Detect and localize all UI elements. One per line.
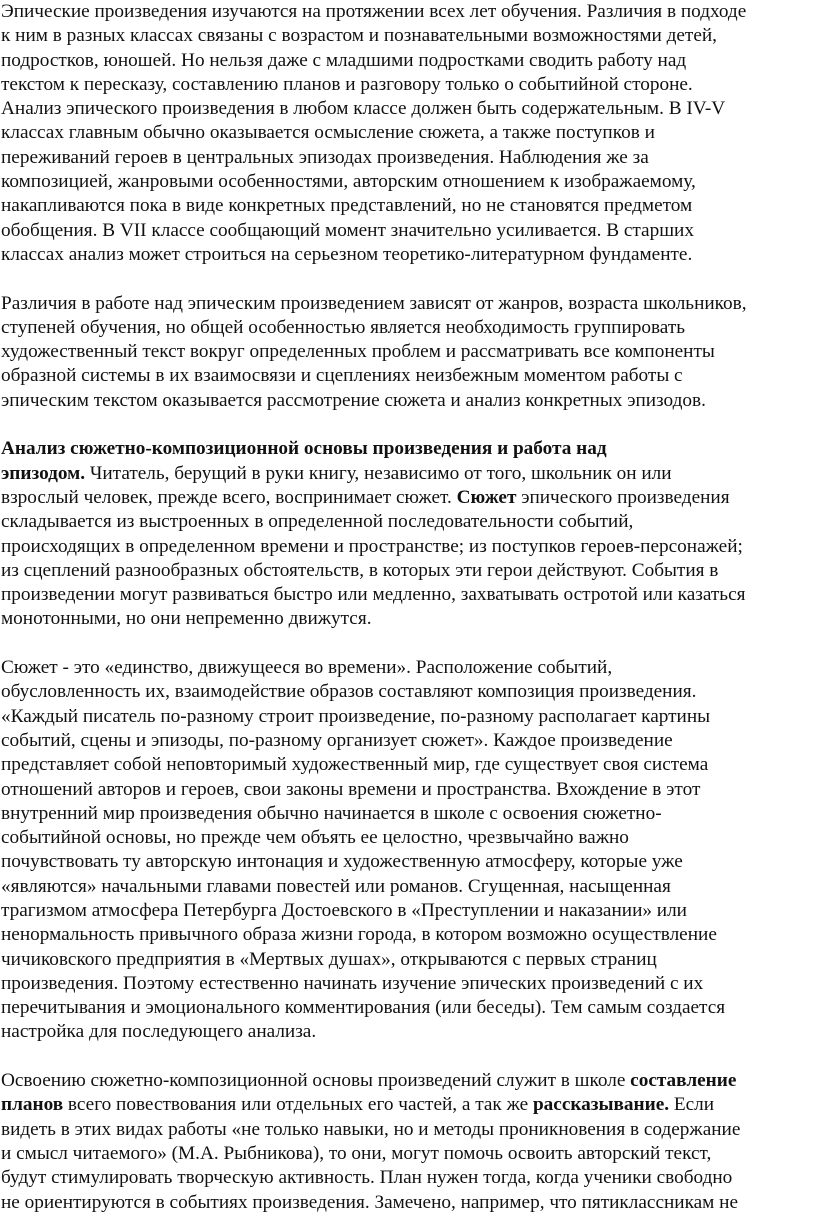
text-run: и смысл читаемого» (М.А. Рыбникова), то они, могут помочь освоить авторский текст, <box>1 1142 712 1164</box>
bold-text-run: рассказывание. <box>532 1094 670 1116</box>
text-line <box>1 1020 809 1044</box>
text-line <box>1 680 809 704</box>
text-run: настройка для последующего анализа. <box>1 1021 317 1043</box>
text-run: художественный текст вокруг определенных проблем и рассматривать все компоненты <box>1 341 715 363</box>
text-line <box>1 875 809 899</box>
text-run: трагизмом атмосфера Петербурга Достоевского в «Преступлении и наказании» или <box>1 899 687 921</box>
text-line <box>1 1142 809 1166</box>
paragraph-gap <box>1 267 810 291</box>
text-line <box>1 510 809 534</box>
text-line <box>1 753 809 777</box>
text-run: представляет собой неповторимый художественный мир, где существует своя система <box>1 754 709 776</box>
text-run: Освоению сюжетно-композиционной основы произведений служит в школе <box>1 1070 631 1092</box>
text-line <box>1 462 809 486</box>
text-run: эпическим текстом оказывается рассмотрение сюжета и анализ конкретных эпизодов. <box>1 389 706 411</box>
text-line <box>1 389 809 413</box>
text-run: событий, сцены и эпизоды, по-разному организует сюжет». Каждое произведение <box>1 729 673 751</box>
paragraph-gap <box>1 413 810 437</box>
text-line <box>1 170 809 194</box>
text-line <box>1 121 809 145</box>
text-line <box>1 292 809 316</box>
text-run: Различия в работе над эпическим произведением зависят от жанров, возраста школьников, <box>1 292 747 314</box>
text-line <box>1 340 809 364</box>
text-line <box>1 194 809 218</box>
text-run: внутренний мир произведения обычно начинается в школе с освоения сюжетно- <box>1 802 662 824</box>
text-line <box>1 948 809 972</box>
bold-text-run: эпизодом. <box>1 462 86 484</box>
text-run: к ним в разных классах связаны с возрастом и познавательными возможностями детей, <box>1 25 717 47</box>
text-run: Сюжет - это «единство, движущееся во времени». Расположение событий, <box>1 657 613 679</box>
paragraph-2 <box>1 292 810 413</box>
text-run: Анализ эпического произведения в любом классе должен быть содержательным. В IV-V <box>1 98 726 120</box>
text-run: видеть в этих видах работы «не только навыки, но и методы проникновения в содержание <box>1 1118 741 1140</box>
paragraph-4 <box>1 656 810 1045</box>
text-line <box>1 243 809 267</box>
text-run: эпического произведения <box>516 486 730 508</box>
text-run: почувствовать ту авторскую интонация и художественную атмосферу, которые уже <box>1 851 683 873</box>
text-line <box>1 1166 809 1190</box>
text-run: чичиковского предприятия в «Мертвых душах», открываются с первых страниц <box>1 948 657 970</box>
text-line <box>1 778 809 802</box>
text-line <box>1 899 809 923</box>
text-line <box>1 656 809 680</box>
text-line <box>1 0 809 24</box>
text-run: не ориентируются в событиях произведения. Замечено, например, что пятиклассникам не <box>1 1191 738 1213</box>
text-run: образной системы в их взаимосвязи и сцеплениях неизбежным моментом работы с <box>1 365 683 387</box>
paragraph-3 <box>1 437 810 631</box>
text-line <box>1 826 809 850</box>
text-run: монотонными, но они непременно движутся. <box>1 608 372 630</box>
paragraph-gap <box>1 1045 810 1069</box>
text-run: «являются» начальными главами повестей или романов. Сгущенная, насыщенная <box>1 875 671 897</box>
text-run: Эпические произведения изучаются на протяжении всех лет обучения. Различия в подходе <box>1 1 747 22</box>
text-line <box>1 972 809 996</box>
text-line <box>1 219 809 243</box>
bold-text-run: планов <box>1 1094 64 1116</box>
text-line <box>1 97 809 121</box>
text-run: классах главным обычно оказывается осмысление сюжета, а также поступков и <box>1 122 655 144</box>
text-line <box>1 729 809 753</box>
text-run: Читатель, берущий в руки книгу, независимо от того, школьник он или <box>85 462 672 484</box>
text-line <box>1 1093 809 1117</box>
text-run: перечитывания и эмоционального комментирования (или беседы). Тем самым создается <box>1 997 726 1019</box>
text-line <box>1 1069 809 1093</box>
text-run: ступеней обучения, но общей особенностью является необходимость группировать <box>1 316 686 338</box>
text-line <box>1 559 809 583</box>
text-run: композицией, жанровыми особенностями, авторским отношением к изображаемому, <box>1 171 696 193</box>
text-run: обобщения. В VII классе сообщающий момент значительно усиливается. В старших <box>1 219 694 241</box>
text-line <box>1 49 809 73</box>
text-run: подростков, юношей. Но нельзя даже с младшими подростками сводить работу над <box>1 49 687 71</box>
text-line <box>1 437 809 461</box>
text-run: ненормальность привычного образа жизни города, в котором возможно осуществление <box>1 924 717 946</box>
text-line <box>1 1118 809 1142</box>
bold-text-run: Сюжет <box>456 486 517 508</box>
text-run: событийной основы, но прежде чем объять ее целостно, чрезвычайно важно <box>1 827 629 849</box>
bold-text-run: Анализ сюжетно-композиционной основы произведения и работа над <box>1 438 607 460</box>
text-run: произведения. Поэтому естественно начинать изучение эпических произведений с их <box>1 972 704 994</box>
text-line <box>1 705 809 729</box>
text-run: из сцеплений разнообразных обстоятельств, в которых эти герои действуют. События в <box>1 559 719 581</box>
text-run: переживаний героев в центральных эпизодах произведения. Наблюдения же за <box>1 146 649 168</box>
text-line <box>1 923 809 947</box>
paragraph-gap <box>1 632 810 656</box>
text-run: «Каждый писатель по-разному строит произведение, по-разному располагает картины <box>1 705 711 727</box>
paragraph-5 <box>1 1069 810 1215</box>
text-line <box>1 996 809 1020</box>
text-line <box>1 316 809 340</box>
text-line <box>1 146 809 170</box>
text-run: текстом к пересказу, составлению планов и разговору только о событийной стороне. <box>1 73 693 95</box>
text-run: обусловленность их, взаимодействие образов составляют композиция произведения. <box>1 681 697 703</box>
text-line <box>1 73 809 97</box>
text-line <box>1 24 809 48</box>
text-run: Если <box>669 1094 715 1116</box>
text-run: всего повествования или отдельных его частей, а так же <box>63 1094 533 1116</box>
text-line <box>1 486 809 510</box>
paragraph-1 <box>1 0 810 267</box>
text-run: взрослый человек, прежде всего, воспринимает сюжет. <box>1 486 457 508</box>
text-line <box>1 802 809 826</box>
text-run: будут стимулировать творческую активность. План нужен тогда, когда ученики свободно <box>1 1167 733 1189</box>
text-line <box>1 1191 809 1215</box>
text-line <box>1 607 809 631</box>
text-line <box>1 850 809 874</box>
text-line <box>1 535 809 559</box>
text-line <box>1 364 809 388</box>
text-run: происходящих в определенном времени и пространстве; из поступков героев-персонажей; <box>1 535 743 557</box>
text-run: складывается из выстроенных в определенной последовательности событий, <box>1 511 634 533</box>
bold-text-run: составление <box>630 1070 737 1092</box>
text-run: произведении могут развиваться быстро или медленно, захватывать остротой или казаться <box>1 584 746 606</box>
text-run: классах анализ может строиться на серьезном теоретико-литературном фундаменте. <box>1 243 693 265</box>
text-run: отношений авторов и героев, свои законы времени и пространства. Вхождение в этот <box>1 778 701 800</box>
text-line <box>1 583 809 607</box>
text-run: накапливаются пока в виде конкретных представлений, но не становятся предметом <box>1 195 693 217</box>
